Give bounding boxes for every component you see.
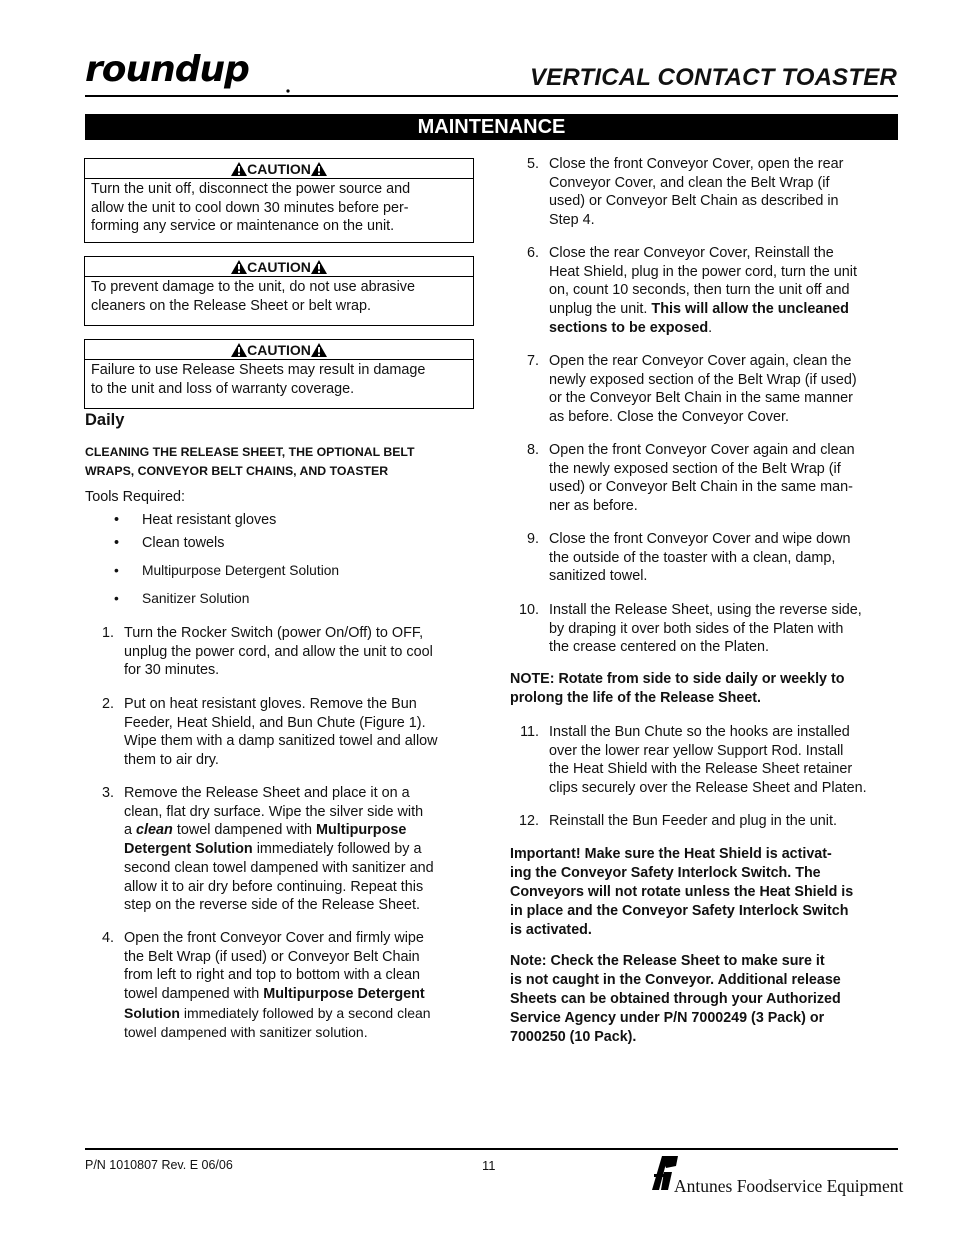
- important-note: Important! Make sure the Heat Shield is activat- ing the Conveyor Safety Interlock Switch. The Conveyors will not rotate unless the Heat Shield is in place and the Conveyor Safety Interlock Switch is activated.: [510, 846, 854, 938]
- step-text: Close the front Conveyor Cover and wipe down the outside of the toaster with a clean, damp, sanitized towel.: [549, 531, 851, 585]
- caution-label: CAUTION: [247, 259, 311, 275]
- step-text: Close the front Conveyor Cover, open the rear Conveyor Cover, and clean the Belt Wrap (if used) or Conveyor Belt Chain as described in Step 4.: [549, 156, 844, 229]
- subheading-line: CLEANING THE RELEASE SHEET, THE OPTIONAL BELT: [85, 445, 415, 459]
- caution-box-2: [84, 256, 474, 326]
- caution-header: [85, 257, 473, 277]
- warning-icon: [231, 343, 247, 357]
- step-number: 3.: [101, 785, 114, 801]
- step-text: Remove the Release Sheet and place it on a clean, flat dry surface. Wipe the silver side with a clean towel dampened with Multipurpose Detergent Solution immediately followed by a second clean towel dampened with sanitizer and allow it to air dry before continuing. Repeat this step on the reverse side of the Release Sheet.: [124, 785, 434, 914]
- warning-icon: [311, 162, 327, 176]
- caution-line: To prevent damage to the unit, do not use abrasive: [91, 279, 415, 295]
- caution-header: [85, 159, 473, 179]
- step-number: 2.: [101, 696, 114, 712]
- bullet-glyph: •: [114, 563, 119, 578]
- footer-rule: [85, 1148, 898, 1150]
- subheading-line: WRAPS, CONVEYOR BELT CHAINS, AND TOASTER: [85, 463, 389, 478]
- caution-body: [85, 179, 473, 240]
- tool-text: Sanitizer Solution: [142, 591, 250, 606]
- tool-text: Clean towels: [142, 535, 225, 551]
- warning-icon: [231, 162, 247, 176]
- part-number: P/N 1010807 Rev. E 06/06: [85, 1158, 233, 1172]
- step-text: Open the rear Conveyor Cover again, clean the newly exposed section of the Belt Wrap (if used) or the Conveyor Belt Chain in the same manner as before. Close the Conveyor Cover.: [549, 353, 857, 426]
- tools-required-label: Tools Required:: [85, 489, 185, 505]
- step-number: 1.: [101, 625, 114, 641]
- step-number: 10.: [518, 602, 539, 618]
- section-banner: MAINTENANCE: [85, 114, 898, 140]
- rotate-note: NOTE: Rotate from side to side daily or weekly to prolong the life of the Release Sheet.: [510, 671, 845, 706]
- caution-body: [85, 360, 473, 402]
- tool-item: [114, 512, 277, 528]
- caution-box-1: [84, 158, 474, 243]
- caution-line: forming any service or maintenance on the unit.: [91, 218, 395, 235]
- step-number: 9.: [526, 531, 539, 547]
- caution-line: to the unit and loss of warranty coverage.: [91, 380, 355, 397]
- step-text: Close the rear Conveyor Cover, Reinstall the Heat Shield, plug in the power cord, turn the unit on, count 10 seconds, then turn the unit off and unplug the unit. This will allow the uncleaned sections to be exposed.: [549, 245, 857, 336]
- caution-header: [85, 340, 473, 360]
- brand-text: roundup: [85, 50, 249, 90]
- header-rule: [85, 95, 898, 97]
- caution-line: cleaners on the Release Sheet or belt wrap.: [91, 297, 371, 314]
- caution-line: Failure to use Release Sheets may result in damage: [91, 362, 426, 378]
- document-title: VERTICAL CONTACT TOASTER: [529, 64, 897, 91]
- cleaning-subheading: [85, 443, 480, 480]
- bullet-glyph: •: [114, 535, 120, 551]
- step-text: Install the Release Sheet, using the reverse side, by draping it over both sides of the Platen with the crease centered on the Platen.: [549, 602, 862, 656]
- caution-box-3: [84, 339, 474, 409]
- step-number: 5.: [526, 156, 539, 172]
- step-number: 6.: [526, 245, 539, 261]
- daily-heading: Daily: [85, 411, 125, 429]
- step-text: Reinstall the Bun Feeder and plug in the unit.: [549, 813, 838, 829]
- warning-icon: [311, 260, 327, 274]
- company-name: Antunes Foodservice Equipment: [674, 1176, 904, 1196]
- step-number: 7.: [526, 353, 539, 369]
- step-number: 4.: [101, 930, 114, 946]
- step-number: 8.: [526, 442, 539, 458]
- caution-label: CAUTION: [247, 342, 311, 358]
- step-text: Install the Bun Chute so the hooks are installed over the lower rear yellow Support Rod. Install the Heat Shield with the Release Sheet retainer clips securely over the Release Sheet and Platen.: [549, 724, 867, 797]
- step-text: Open the front Conveyor Cover again and clean the newly exposed section of the Belt Wrap (if used) or Conveyor Belt Chain in the same man- ner as before.: [549, 442, 855, 515]
- caution-label: CAUTION: [247, 161, 311, 177]
- caution-line: allow the unit to cool down 30 minutes before per-: [91, 199, 409, 216]
- bullet-glyph: •: [114, 512, 120, 528]
- tool-item: [114, 591, 250, 606]
- roundup-logo: [85, 50, 313, 95]
- warning-icon: [311, 343, 327, 357]
- step-text: Put on heat resistant gloves. Remove the Bun Feeder, Heat Shield, and Bun Chute (Figure 1). Wipe them with a damp sanitized towel and allow them to air dry.: [124, 696, 438, 769]
- tool-text: Heat resistant gloves: [142, 512, 277, 528]
- step-number: 11.: [520, 724, 539, 740]
- tool-item: [114, 535, 225, 551]
- page-number: 11: [482, 1158, 496, 1173]
- bullet-glyph: •: [114, 591, 119, 606]
- step-number: 12.: [518, 813, 539, 829]
- step-text: Open the front Conveyor Cover and firmly wipe the Belt Wrap (if used) or Conveyor Belt Chain from left to right and top to bottom with a clean towel dampened with Multipurpose Detergent Solution immediately followed by a second clean towel dampened with sanitizer solution.: [124, 930, 431, 1040]
- step-text: Turn the Rocker Switch (power On/Off) to OFF, unplug the power cord, and allow the unit to cool for 30 minutes.: [124, 625, 433, 679]
- tool-item: [114, 563, 340, 578]
- warning-icon: [231, 260, 247, 274]
- caution-body: [85, 277, 473, 319]
- check-note: Note: Check the Release Sheet to make sure it is not caught in the Conveyor. Additional release Sheets can be obtained through your Authorized Service Agency under P/N 7000249 (3 Pack) or 7000250 (10 Pack).: [510, 953, 841, 1045]
- tool-text: Multipurpose Detergent Solution: [142, 563, 340, 578]
- caution-line: Turn the unit off, disconnect the power source and: [91, 181, 411, 197]
